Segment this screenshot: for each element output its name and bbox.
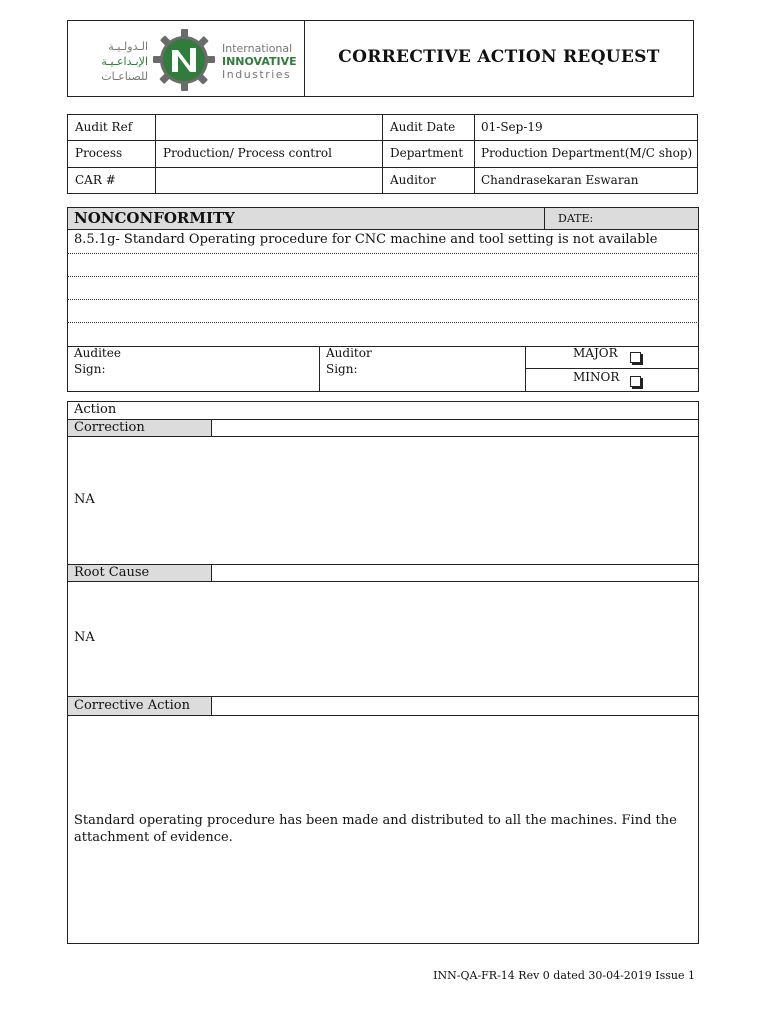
audit-date-value: 01-Sep-19 — [481, 120, 543, 134]
department-label: Department — [390, 146, 464, 160]
auditee-sign-label: Sign: — [74, 362, 106, 376]
correction-text: NA — [74, 492, 95, 507]
correction-label: Correction — [74, 420, 145, 435]
corrective-action-label-divider — [211, 696, 212, 716]
logo-arabic-line3: للصناعـات — [101, 70, 148, 83]
correction-bottom-line — [67, 436, 699, 437]
auditor-value: Chandrasekaran Eswaran — [481, 173, 639, 187]
auditor-sign-heading: Auditor — [326, 346, 372, 360]
info-col-divider-2 — [382, 114, 383, 194]
nonconformity-rule-2 — [67, 276, 699, 277]
sign-col-divider-2 — [525, 346, 526, 392]
process-value: Production/ Process control — [163, 146, 332, 160]
corrective-action-text-line2: attachment of evidence. — [74, 830, 233, 845]
audit-ref-label: Audit Ref — [75, 120, 133, 134]
logo-arabic-line1: الـدولـيـة — [108, 40, 148, 53]
minor-checkbox[interactable] — [630, 376, 641, 387]
logo-english-line2: INNOVATIVE — [222, 55, 297, 68]
nonconformity-rule-4 — [67, 322, 699, 323]
car-number-label: CAR # — [75, 173, 116, 187]
nonconformity-date-label: DATE: — [558, 212, 594, 225]
action-heading: Action — [74, 402, 117, 417]
auditee-label: Auditee — [74, 346, 121, 360]
major-label: MAJOR — [573, 346, 618, 360]
audit-date-label: Audit Date — [390, 120, 456, 134]
info-col-divider-3 — [474, 114, 475, 194]
corrective-action-label: Corrective Action — [74, 698, 190, 713]
root-cause-text: NA — [74, 630, 95, 645]
auditor-sign-label: Sign: — [326, 362, 358, 376]
root-cause-bottom-line — [67, 581, 699, 582]
form-title: CORRECTIVE ACTION REQUEST — [338, 47, 660, 67]
info-col-divider-1 — [155, 114, 156, 194]
logo-english-line3: Industries — [222, 68, 292, 81]
corrective-action-text-line1: Standard operating procedure has been made and distributed to all the machines. Find the — [74, 813, 677, 828]
logo-gear-icon — [152, 28, 216, 92]
auditor-label: Auditor — [390, 173, 436, 187]
root-cause-label: Root Cause — [74, 565, 150, 580]
nonconformity-header-divider — [67, 229, 699, 230]
process-label: Process — [75, 146, 123, 160]
correction-label-divider — [211, 419, 212, 437]
root-cause-label-divider — [211, 564, 212, 582]
sign-col-divider-1 — [319, 346, 320, 392]
severity-divider — [525, 368, 699, 369]
nonconformity-rule-1 — [67, 253, 699, 254]
minor-label: MINOR — [573, 370, 620, 384]
logo-english-line1: International — [222, 42, 293, 55]
logo-arabic-line2: الإبـداعـيـة — [101, 55, 148, 68]
nonconformity-rule-3 — [67, 299, 699, 300]
date-divider — [544, 207, 545, 229]
department-value: Production Department(M/C shop) — [481, 146, 693, 160]
action-section — [67, 401, 699, 944]
company-logo — [72, 26, 300, 92]
nonconformity-text: 8.5.1g- Standard Operating procedure for CNC machine and tool setting is not available — [74, 232, 658, 247]
corrective-action-bottom-line — [67, 715, 699, 716]
document-reference: INN-QA-FR-14 Rev 0 dated 30-04-2019 Issue 1 — [433, 969, 695, 982]
nonconformity-heading: NONCONFORMITY — [74, 209, 235, 227]
major-checkbox[interactable] — [630, 352, 641, 363]
